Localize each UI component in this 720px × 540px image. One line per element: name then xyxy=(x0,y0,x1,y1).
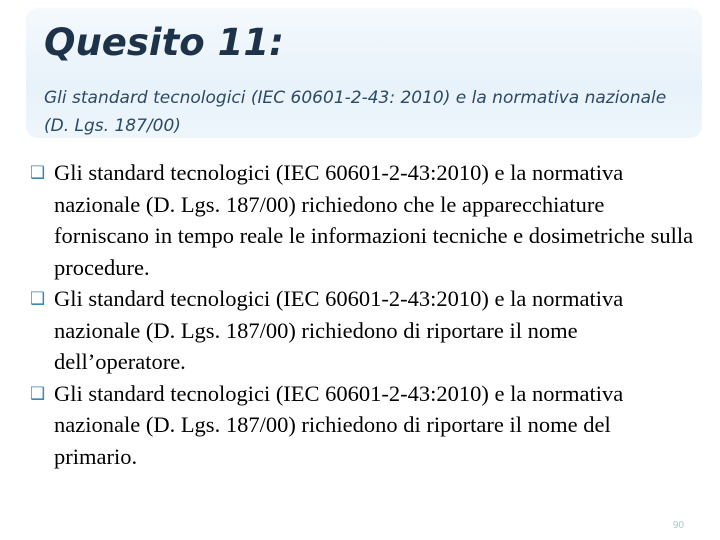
bullet-item xyxy=(30,378,695,473)
checkbox-bullet-icon: ❑ xyxy=(30,289,46,309)
checkbox-bullet-icon: ❑ xyxy=(30,163,46,183)
bullet-item xyxy=(30,283,695,378)
bullet-text: Gli standard tecnologici (IEC 60601-2-43:2010) e la normativa nazionale (D. Lgs. 187/00) richiedono di riportare il nome del primario. xyxy=(54,380,624,469)
bullet-list xyxy=(30,157,695,472)
page-number: 90 xyxy=(672,520,684,531)
slide-title: Quesito 11: xyxy=(44,21,284,64)
bullet-text: Gli standard tecnologici (IEC 60601-2-43:2010) e la normativa nazionale (D. Lgs. 187/00) richiedono che le apparecchiature forniscano in tempo reale le informazioni tecniche e dosimetriche sulla procedure. xyxy=(54,160,694,280)
bullet-item xyxy=(30,157,695,283)
slide-subtitle: Gli standard tecnologici (IEC 60601-2-43: 2010) e la normativa nazionale (D. Lgs. 187/00) xyxy=(44,88,667,136)
checkbox-bullet-icon: ❑ xyxy=(30,383,46,404)
bullet-text: Gli standard tecnologici (IEC 60601-2-43:2010) e la normativa nazionale (D. Lgs. 187/00) richiedono di riportare il nome dell’operatore. xyxy=(54,286,624,374)
